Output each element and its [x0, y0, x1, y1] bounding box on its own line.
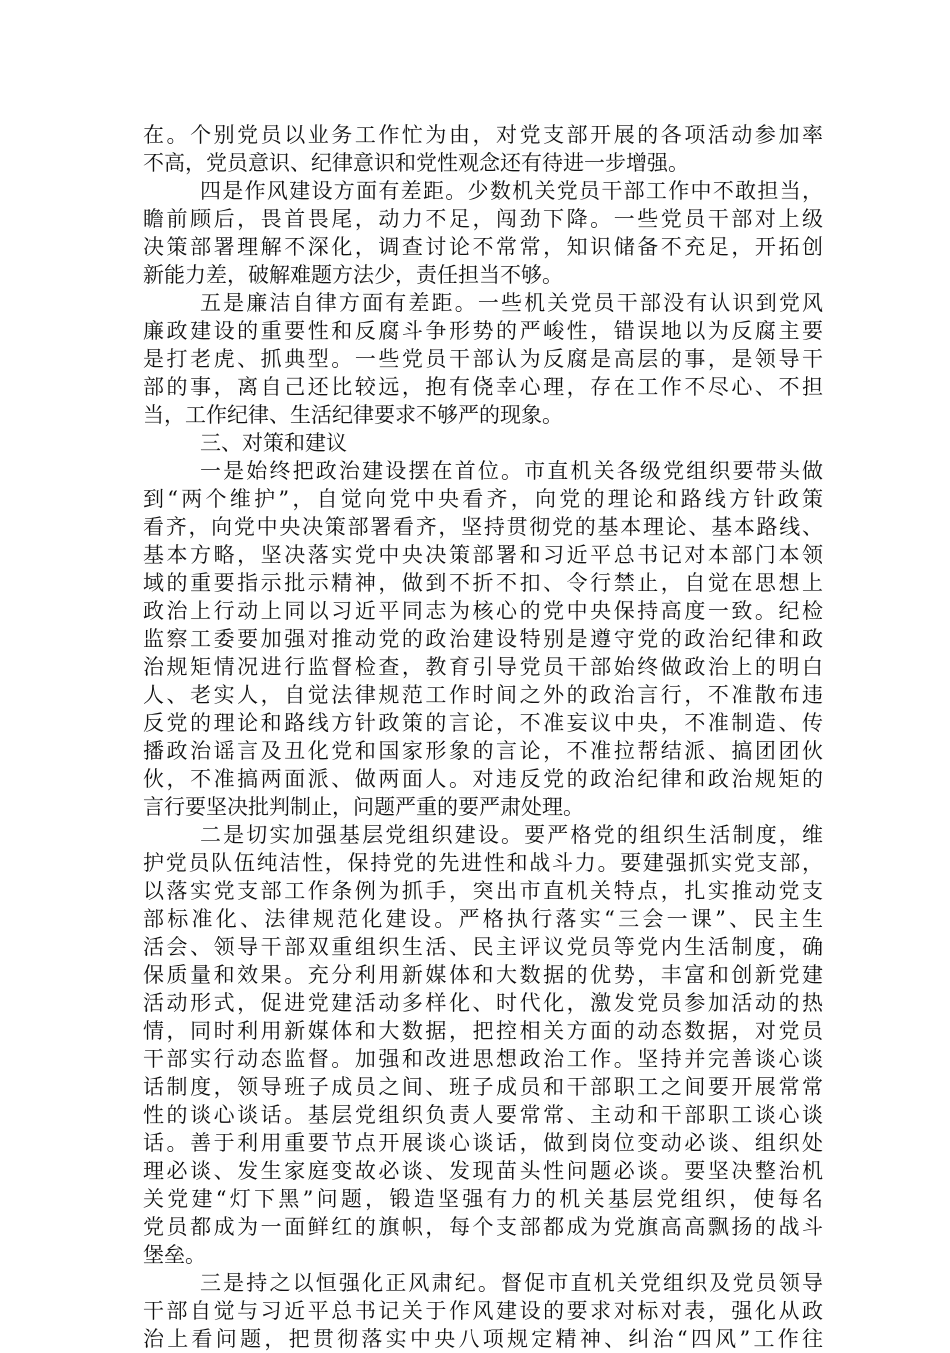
text-line: 监察工委要加强对推动党的政治建设特别是遵守党的政治纪律和政: [143, 627, 823, 651]
text-line: 理必谈、发生家庭变故必谈、发现苗头性问题必谈。要坚决整治机: [143, 1159, 823, 1183]
text-line: 一是始终把政治建设摆在首位。市直机关各级党组织要带头做: [200, 459, 823, 483]
text-line: 廉政建设的重要性和反腐斗争形势的严峻性，错误地以为反腐主要: [143, 319, 823, 343]
text-line: 堡垒。: [143, 1243, 206, 1267]
text-line: 部的事，离自己还比较远，抱有侥幸心理，存在工作不尽心、不担: [143, 375, 823, 399]
section-heading: 三、对策和建议: [200, 431, 347, 455]
text-line: 护党员队伍纯洁性，保持党的先进性和战斗力。要建强抓实党支部，: [143, 851, 823, 875]
text-line: 治规矩情况进行监督检查，教育引导党员干部始终做政治上的明白: [143, 655, 823, 679]
text-line: 看齐，向党中央决策部署看齐，坚持贯彻党的基本理论、基本路线、: [143, 515, 823, 539]
text-line: 新能力差，破解难题方法少，责任担当不够。: [143, 263, 563, 287]
text-line: 基本方略，坚决落实党中央决策部署和习近平总书记对本部门本领: [143, 543, 823, 567]
text-line: 情，同时利用新媒体和大数据，把控相关方面的动态数据，对党员: [143, 1019, 823, 1043]
text-line: 话制度，领导班子成员之间、班子成员和干部职工之间要开展常常: [143, 1075, 823, 1099]
text-line: 瞻前顾后，畏首畏尾，动力不足，闯劲下降。一些党员干部对上级: [143, 207, 823, 231]
text-line: 二是切实加强基层党组织建设。要严格党的组织生活制度，维: [200, 823, 823, 847]
document-body: [143, 121, 823, 1353]
text-line: 反党的理论和路线方针政策的言论，不准妄议中央，不准制造、传: [143, 711, 823, 735]
text-line: 保质量和效果。充分利用新媒体和大数据的优势，丰富和创新党建: [143, 963, 823, 987]
text-line: 部标准化、法律规范化建设。严格执行落实“三会一课”、民主生: [143, 907, 823, 931]
text-line: 关党建“灯下黑”问题，锻造坚强有力的机关基层党组织，使每名: [143, 1187, 823, 1211]
text-line: 域的重要指示批示精神，做到不折不扣、令行禁止，自觉在思想上: [143, 571, 823, 595]
text-line: 四是作风建设方面有差距。少数机关党员干部工作中不敢担当，: [200, 179, 823, 203]
text-line: 人、老实人，自觉法律规范工作时间之外的政治言行，不准散布违: [143, 683, 823, 707]
text-line: 不高，党员意识、纪律意识和党性观念还有待进一步增强。: [143, 151, 689, 175]
text-line: 决策部署理解不深化，调查讨论不常常，知识储备不充足，开拓创: [143, 235, 823, 259]
text-line: 话。善于利用重要节点开展谈心谈话，做到岗位变动必谈、组织处: [143, 1131, 823, 1155]
text-line: 播政治谣言及丑化党和国家形象的言论，不准拉帮结派、搞团团伙: [143, 739, 823, 763]
text-line: 性的谈心谈话。基层党组织负责人要常常、主动和干部职工谈心谈: [143, 1103, 823, 1127]
text-line: 活动形式，促进党建活动多样化、时代化，激发党员参加活动的热: [143, 991, 823, 1015]
text-line: 伙，不准搞两面派、做两面人。对违反党的政治纪律和政治规矩的: [143, 767, 823, 791]
text-line: 以落实党支部工作条例为抓手，突出市直机关特点，扎实推动党支: [143, 879, 823, 903]
text-line: 干部实行动态监督。加强和改进思想政治工作。坚持并完善谈心谈: [143, 1047, 823, 1071]
text-line: 在。个别党员以业务工作忙为由，对党支部开展的各项活动参加率: [143, 123, 823, 147]
text-line: 三是持之以恒强化正风肃纪。督促市直机关党组织及党员领导: [200, 1271, 823, 1295]
text-line: 到“两个维护”，自觉向党中央看齐，向党的理论和路线方针政策: [143, 487, 823, 511]
text-line: 党员都成为一面鲜红的旗帜，每个支部都成为党旗高高飘扬的战斗: [143, 1215, 823, 1239]
text-line: 干部自觉与习近平总书记关于作风建设的要求对标对表，强化从政: [143, 1299, 823, 1323]
text-line: 政治上行动上同以习近平同志为核心的党中央保持高度一致。纪检: [143, 599, 823, 623]
text-line: 活会、领导干部双重组织生活、民主评议党员等党内生活制度，确: [143, 935, 823, 959]
text-line: 是打老虎、抓典型。一些党员干部认为反腐是高层的事，是领导干: [143, 347, 823, 371]
text-line: 言行要坚决批判制止，问题严重的要严肃处理。: [143, 795, 584, 819]
text-line: 治上看问题，把贯彻落实中央八项规定精神、纠治“四风”工作往: [143, 1327, 823, 1351]
text-line: 五是廉洁自律方面有差距。一些机关党员干部没有认识到党风: [200, 291, 823, 315]
text-line: 当，工作纪律、生活纪律要求不够严的现象。: [143, 403, 563, 427]
